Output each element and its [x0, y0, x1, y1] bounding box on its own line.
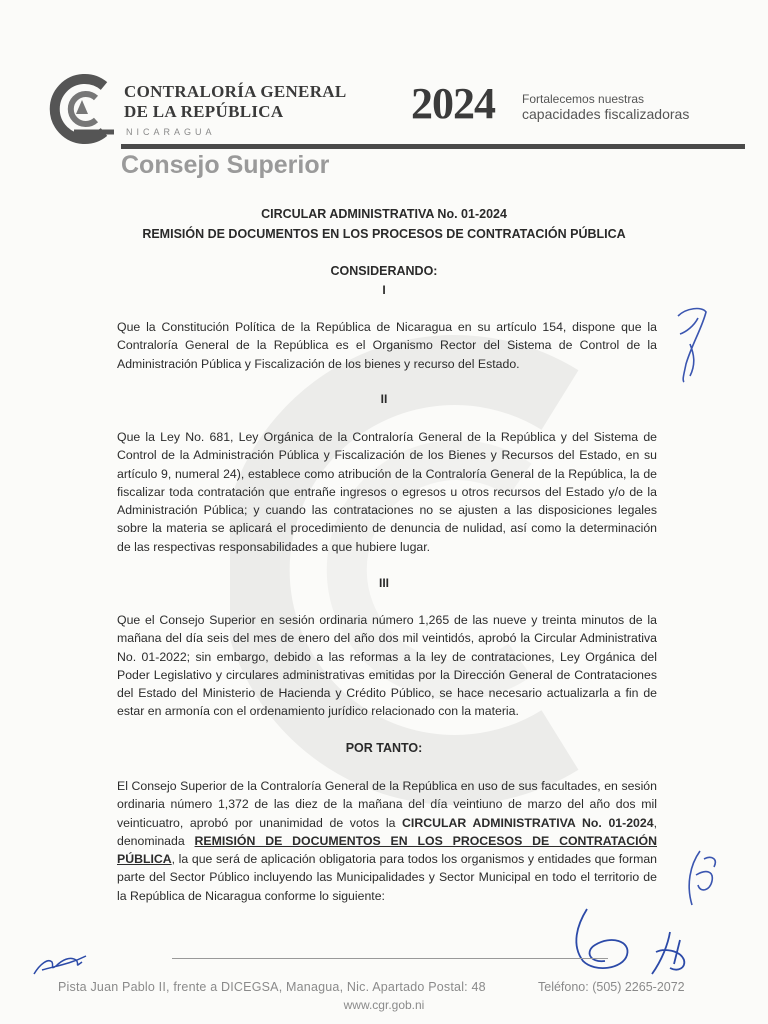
- tagline-line1: Fortalecemos nuestras: [522, 92, 645, 106]
- numeral-iii: III: [378, 576, 389, 590]
- council-heading: Consejo Superior: [121, 151, 330, 179]
- considerando-paragraph-2: Que la Ley No. 681, Ley Orgánica de la Contraloría General de la República y del Sistema de Control de la Administración Pública y Fiscalización de los Bienes y Recursos del Estado, en su artículo 9, numeral 24), establece como atribución de la Contraloría General de la República, la de fiscalizar toda contratación que entrañe ingresos o egresos u otros recursos del Estado y/o de la Administración Pública; y cuando las contrataciones no se ajusten a las disposiciones legales sobre la materia se aplicará el procedimiento de denuncia de nulidad, así como la determinación de las respectivas responsabilidades a que hubiere lugar.: [117, 430, 657, 554]
- circular-title-underlined: REMISIÓN DE DOCUMENTOS EN LOS PROCESOS DE CONTRATACIÓN PÚBLICA: [117, 833, 657, 867]
- footer-address: Pista Juan Pablo II, frente a DICEGSA, Managua, Nic. Apartado Postal: 48: [58, 980, 486, 994]
- org-name-line2: DE LA REPÚBLICA: [124, 102, 284, 121]
- cgr-logo-icon: [44, 70, 120, 148]
- numeral-ii: II: [380, 392, 388, 406]
- org-name-line1: CONTRALORÍA GENERAL: [124, 82, 347, 101]
- footer-rule: [172, 958, 608, 959]
- document-subtitle: REMISIÓN DE DOCUMENTOS EN LOS PROCESOS DE CONTRATACIÓN PÚBLICA: [142, 227, 626, 241]
- footer-phone: Teléfono: (505) 2265-2072: [538, 980, 685, 994]
- org-country: NICARAGUA: [126, 127, 216, 137]
- resolution-text-c: , denominada: [117, 815, 657, 848]
- document-title: CIRCULAR ADMINISTRATIVA No. 01-2024: [261, 207, 507, 221]
- signature-right: [640, 930, 700, 980]
- initial-signature-right: [682, 845, 722, 910]
- tagline-line2: capacidades fiscalizadoras: [522, 106, 690, 122]
- signature-circle: [565, 905, 635, 973]
- initial-signature-top: [672, 304, 712, 384]
- resolution-paragraph: [117, 777, 657, 905]
- signature-left: [30, 948, 90, 978]
- header-rule: [121, 144, 745, 149]
- year-label: 2024: [411, 79, 495, 128]
- footer-website[interactable]: www.cgr.gob.ni: [343, 998, 425, 1012]
- circular-name-bold: CIRCULAR ADMINISTRATIVA No. 01-2024: [402, 815, 654, 830]
- por-tanto-heading: POR TANTO:: [345, 741, 423, 755]
- resolution-text-a: El Consejo Superior de la Contraloría General de la República en uso de sus facultades, en sesión ordinaria número 1,372 de las diez de la mañana del día veintiuno de marzo del año dos mil veinticuatro, aprobó por unanimidad de votos la: [117, 779, 657, 830]
- resolution-text-e: , la que será de aplicación obligatoria para todos los organismos y entidades que forman parte del Sector Público incluyendo las Municipalidades y Sector Municipal en todo el territorio de la República de Nicaragua conforme lo siguiente:: [117, 852, 657, 903]
- considerando-paragraph-1: Que la Constitución Política de la República de Nicaragua en su artículo 154, dispone que la Contraloría General de la República es el Organismo Rector del Sistema de Control de la Administración Pública y Fiscalización de los bienes y recurso del Estado.: [117, 320, 657, 371]
- considerando-heading: CONSIDERANDO:: [330, 264, 438, 278]
- numeral-i: I: [382, 283, 386, 297]
- considerando-paragraph-3: Que el Consejo Superior en sesión ordinaria número 1,265 de las nueve y treinta minutos de la mañana del día seis del mes de enero del año dos mil veintidós, aprobó la Circular Administrativa No. 01-2022; sin embargo, debido a las reformas a la ley de contrataciones, Ley Orgánica del Poder Legislativo y circulares administrativas emitidas por la Dirección General de Contrataciones del Estado del Ministerio de Hacienda y Crédito Público, se hace necesario actualizarla a fin de estar en armonía con el ordenamiento jurídico relacionado con la materia.: [117, 613, 657, 719]
